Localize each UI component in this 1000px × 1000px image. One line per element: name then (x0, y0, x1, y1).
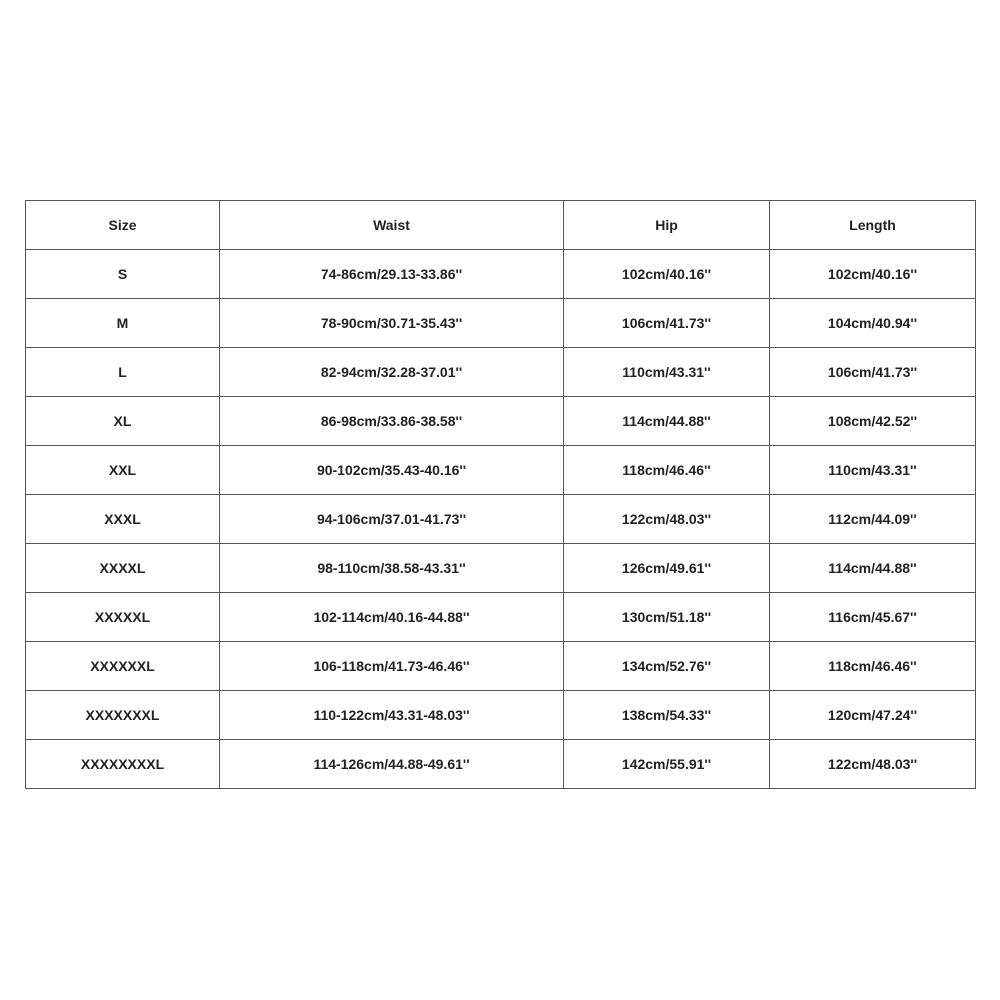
length-cell: 122cm/48.03'' (770, 740, 976, 789)
length-cell: 110cm/43.31'' (770, 446, 976, 495)
size-cell: XXXXXL (26, 593, 220, 642)
header-size: Size (26, 201, 220, 250)
table-body (26, 250, 976, 789)
length-cell: 116cm/45.67'' (770, 593, 976, 642)
table-row (26, 593, 976, 642)
waist-cell: 106-118cm/41.73-46.46'' (220, 642, 564, 691)
table-header (26, 201, 976, 250)
length-cell: 112cm/44.09'' (770, 495, 976, 544)
size-cell: XXXL (26, 495, 220, 544)
table-row (26, 348, 976, 397)
table-row (26, 740, 976, 789)
table-row (26, 544, 976, 593)
hip-cell: 118cm/46.46'' (564, 446, 770, 495)
size-cell: L (26, 348, 220, 397)
size-cell: M (26, 299, 220, 348)
length-cell: 108cm/42.52'' (770, 397, 976, 446)
hip-cell: 114cm/44.88'' (564, 397, 770, 446)
hip-cell: 106cm/41.73'' (564, 299, 770, 348)
table-row (26, 495, 976, 544)
waist-cell: 102-114cm/40.16-44.88'' (220, 593, 564, 642)
header-length: Length (770, 201, 976, 250)
hip-cell: 110cm/43.31'' (564, 348, 770, 397)
size-cell: XXXXXXXXL (26, 740, 220, 789)
table-row (26, 397, 976, 446)
waist-cell: 86-98cm/33.86-38.58'' (220, 397, 564, 446)
size-cell: XXL (26, 446, 220, 495)
size-cell: XXXXXXXL (26, 691, 220, 740)
waist-cell: 90-102cm/35.43-40.16'' (220, 446, 564, 495)
hip-cell: 134cm/52.76'' (564, 642, 770, 691)
waist-cell: 94-106cm/37.01-41.73'' (220, 495, 564, 544)
hip-cell: 126cm/49.61'' (564, 544, 770, 593)
length-cell: 106cm/41.73'' (770, 348, 976, 397)
table-row (26, 250, 976, 299)
size-chart-table (25, 200, 976, 789)
size-cell: XXXXL (26, 544, 220, 593)
hip-cell: 122cm/48.03'' (564, 495, 770, 544)
table-row (26, 446, 976, 495)
hip-cell: 138cm/54.33'' (564, 691, 770, 740)
length-cell: 118cm/46.46'' (770, 642, 976, 691)
size-cell: XL (26, 397, 220, 446)
size-cell: XXXXXXL (26, 642, 220, 691)
table-row (26, 691, 976, 740)
hip-cell: 130cm/51.18'' (564, 593, 770, 642)
hip-cell: 102cm/40.16'' (564, 250, 770, 299)
waist-cell: 74-86cm/29.13-33.86'' (220, 250, 564, 299)
waist-cell: 114-126cm/44.88-49.61'' (220, 740, 564, 789)
waist-cell: 82-94cm/32.28-37.01'' (220, 348, 564, 397)
waist-cell: 78-90cm/30.71-35.43'' (220, 299, 564, 348)
header-row (26, 201, 976, 250)
waist-cell: 98-110cm/38.58-43.31'' (220, 544, 564, 593)
table-row (26, 299, 976, 348)
length-cell: 104cm/40.94'' (770, 299, 976, 348)
length-cell: 114cm/44.88'' (770, 544, 976, 593)
header-waist: Waist (220, 201, 564, 250)
length-cell: 120cm/47.24'' (770, 691, 976, 740)
hip-cell: 142cm/55.91'' (564, 740, 770, 789)
table-row (26, 642, 976, 691)
length-cell: 102cm/40.16'' (770, 250, 976, 299)
waist-cell: 110-122cm/43.31-48.03'' (220, 691, 564, 740)
header-hip: Hip (564, 201, 770, 250)
size-cell: S (26, 250, 220, 299)
